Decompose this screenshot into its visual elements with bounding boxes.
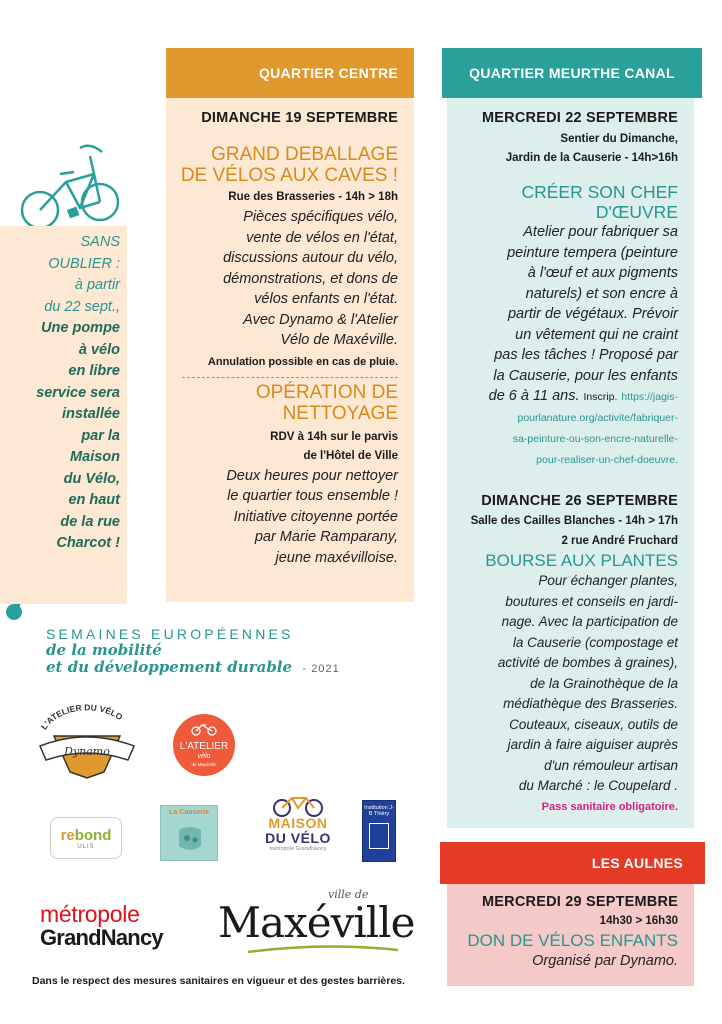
atelier-velo-maxeville-logo [172,713,236,777]
maxeville-swoosh-icon [248,944,398,956]
svg-text:L'ATELIER: L'ATELIER [179,741,229,752]
sidebar-line: Maison [70,449,120,465]
column-les-aulnes [447,884,694,986]
event-date: DIMANCHE 19 SEPTEMBRE [201,110,398,126]
sidebar-line: du 22 sept., [44,298,120,315]
bicycle-illustration [16,134,126,234]
institution-jb-thiery-logo: Institution J-B Thiéry [362,800,396,862]
sidebar-line: Une pompe [41,320,120,336]
metropole-grandnancy-logo: métropole GrandNancy [40,901,163,950]
event-title: CRÉER SON CHEF D'ŒUVRE [521,182,678,222]
header-les-aulnes: LES AULNES [440,842,705,884]
ville-maxeville-logo: ville de Maxéville [218,888,398,958]
svg-text:de Maxéville: de Maxéville [191,762,217,767]
event-location: Rue des Brasseries - 14h > 18h [228,191,398,203]
event-description: Pièces spécifiques vélo, vente de vélos en l'état, discussions autour du vélo, démonstrations, et dons de vélos enfants en l'état. Avec Dynamo & l'Atelier Vélo de Maxéville. [223,209,398,348]
sidebar-line: installée [61,406,120,422]
maison-velo-bike-icon [268,794,328,818]
event-title: OPÉRATION DE NETTOYAGE [255,381,398,424]
causerie-illustration-icon [173,822,207,856]
sidebar-line: de la rue [60,513,120,530]
sidebar-line: par la [81,427,120,444]
event-title: GRAND DEBALLAGE DE VÉLOS AUX CAVES ! [180,144,398,186]
inscription-link[interactable]: https://jagis- [621,391,678,403]
footer-note: Dans le respect des mesures sanitaires en vigueur et des gestes barrières. [32,975,405,987]
event-location: Sentier du Dimanche, Jardin de la Causerie - 14h>16h [505,133,678,164]
sidebar-line: du Vélo, [63,470,120,487]
header-quartier-centre: QUARTIER CENTRE [166,48,414,98]
sidebar-line: OUBLIER : [48,255,120,272]
pass-sanitaire-notice: Pass sanitaire obligatoire. [541,800,678,813]
svg-text:Dynamo: Dynamo [64,745,110,758]
la-causerie-logo: La Causerie [160,805,218,861]
dashed-separator [182,377,398,378]
event-description: Atelier pour fabriquer sa peinture tempera (peinture à l'œuf et aux pigments naturels) et son encre à partir de végétaux. Prévoir un vêtement qui ne craint pas les tâches ! Proposé par la Causerie, pour les enfants de 6 à 11 ans. Inscrip. https://jagis- [488,224,678,404]
event-time: 14h30 > 16h30 [599,915,678,927]
atelier-dynamo-logo [28,698,146,780]
svg-text:L'ATELIER DU VÉLO: L'ATELIER DU VÉLO [38,702,125,732]
sidebar-line: à vélo [78,341,120,358]
event-description: Pour échanger plantes, boutures et conseils en jardi- nage. Avec la participation de la Causerie (compostage et activité de bombes à graines), de la Grainothèque de la médiathèque des Brasseries. Couteaux, ciseaux, outils de jardin à faire aiguiser auprès d'un rémouleur artisan du Marché : le Coupelard . [497,573,678,793]
header-quartier-meurthe-canal: QUARTIER MEURTHE CANAL [442,48,702,98]
event-title: DON DE VÉLOS ENFANTS [467,931,678,950]
sidebar-line: Charcot ! [56,535,120,551]
column-quartier-meurthe-canal [447,98,694,828]
event-title: BOURSE AUX PLANTES [485,551,678,570]
inscription-link[interactable]: pourlanature.org/activite/fabriquer- sa-peinture-ou-son-encre-naturelle- pour-realiser-un-chef-doeuvre. [512,412,678,466]
event-location: RDV à 14h sur le parvis de l'Hôtel de Ville [270,430,398,462]
column-quartier-centre [166,98,414,602]
sidebar-line: service sera [36,384,120,401]
event-date: DIMANCHE 26 SEPTEMBRE [481,493,678,509]
maison-du-velo-logo: MAISON DU VÉLO métropole GrandNancy [262,794,334,852]
rebond-ulis-logo: rebond ULIS [50,817,122,859]
event-description: Organisé par Dynamo. [532,953,678,969]
semaines-europeennes-title: SEMAINES EUROPÉENNES de la mobilité et du développement durable - 2021 [46,626,340,676]
sidebar-line: SANS [80,234,120,250]
event-description: Deux heures pour nettoyer le quartier tous ensemble ! Initiative citoyenne portée par Marie Ramparany, jeune maxévilloise. [226,467,398,566]
event-note: Annulation possible en cas de pluie. [207,355,398,368]
sidebar-reminder-text [0,232,120,555]
sidebar-line: en libre [68,363,120,379]
event-location: Salle des Cailles Blanches - 14h > 17h 2 rue André Fruchard [470,515,678,547]
sidebar-line: à partir [74,277,120,293]
sidebar-line: en haut [68,492,120,508]
event-date: MERCREDI 29 SEPTEMBRE [482,894,678,910]
svg-text:vélo: vélo [197,753,211,760]
event-date: MERCREDI 22 SEPTEMBRE [482,110,678,126]
